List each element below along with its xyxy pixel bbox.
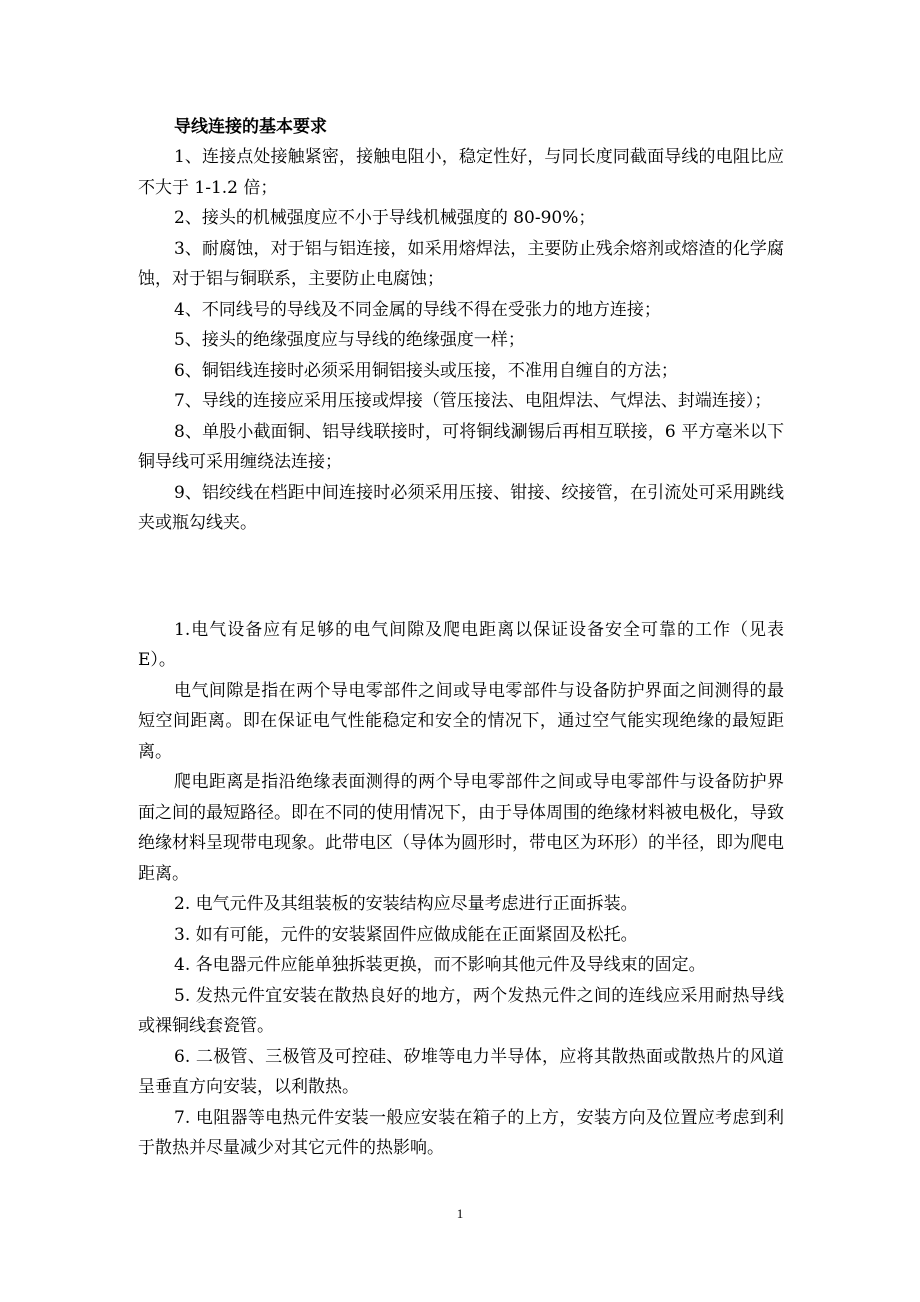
installation-item: 1.电气设备应有足够的电气间隙及爬电距离以保证设备安全可靠的工作（见表 E）。 <box>138 619 784 670</box>
section-heading: 导线连接的基本要求 <box>174 117 327 137</box>
requirement-item: 8、单股小截面铜、铝导线联接时，可将铜线涮锡后再相互联接，6 平方毫米以下铜导线可采用缠绕法连接； <box>138 421 784 472</box>
requirement-item: 2、接头的机械强度应不小于导线机械强度的 80-90%； <box>174 208 596 228</box>
installation-item: 7. 电阻器等电热元件安装一般应安装在箱子的上方，安装方向及位置应考虑到利于散热并尽量减少对其它元件的热影响。 <box>138 1107 784 1158</box>
section-spacer <box>138 539 784 615</box>
page-number: 1 <box>456 1206 464 1221</box>
electrical-installation-section <box>138 615 784 1164</box>
requirement-item: 6、铜铝线连接时必须采用铜铝接头或压接，不准用自缠自的方法； <box>174 360 678 381</box>
installation-item: 4. 各电器元件应能单独拆装更换，而不影响其他元件及导线束的固定。 <box>174 955 706 975</box>
wire-connection-section <box>138 112 784 539</box>
requirement-item: 1、连接点处接触紧密，接触电阻小，稳定性好，与同长度同截面导线的电阻比应不大于 1-1.2 倍； <box>138 147 784 198</box>
requirement-item: 9、铝绞线在档距中间连接时必须采用压接、钳接、绞接管，在引流处可采用跳线夹或瓶勾线夹。 <box>138 482 784 533</box>
requirement-item: 4、不同线号的导线及不同金属的导线不得在受张力的地方连接； <box>174 299 661 320</box>
creepage-definition: 爬电距离是指沿绝缘表面测得的两个导电零部件之间或导电零部件与设备防护界面之间的最短路径。即在不同的使用情况下，由于导体周围的绝缘材料被电极化，导致绝缘材料呈现带电现象。此带电区（导体为圆形时，带电区为环形）的半径，即为爬电距离。 <box>138 772 784 884</box>
document-body <box>138 112 784 1164</box>
clearance-definition: 电气间隙是指在两个导电零部件之间或导电零部件与设备防护界面之间测得的最短空间距离。即在保证电气性能稳定和安全的情况下，通过空气能实现绝缘的最短距离。 <box>138 680 784 762</box>
installation-item: 3. 如有可能，元件的安装紧固件应做成能在正面紧固及松托。 <box>174 924 638 945</box>
requirement-item: 7、导线的连接应采用压接或焊接（管压接法、电阻焊法、气焊法、封端连接）； <box>174 391 772 411</box>
installation-item: 5. 发热元件宜安装在散热良好的地方，两个发热元件之间的连线应采用耐热导线或裸铜线套瓷管。 <box>138 985 784 1036</box>
requirement-item: 3、耐腐蚀，对于铝与铝连接，如采用熔焊法，主要防止残余熔剂或熔渣的化学腐蚀，对于铝与铜联系，主要防止电腐蚀； <box>138 238 784 289</box>
installation-item: 2. 电气元件及其组装板的安装结构应尽量考虑进行正面拆装。 <box>174 894 638 914</box>
installation-item: 6. 二极管、三极管及可控硅、矽堆等电力半导体，应将其散热面或散热片的风道呈垂直方向安装，以利散热。 <box>138 1046 784 1097</box>
requirement-item: 5、接头的绝缘强度应与导线的绝缘强度一样； <box>174 330 525 350</box>
